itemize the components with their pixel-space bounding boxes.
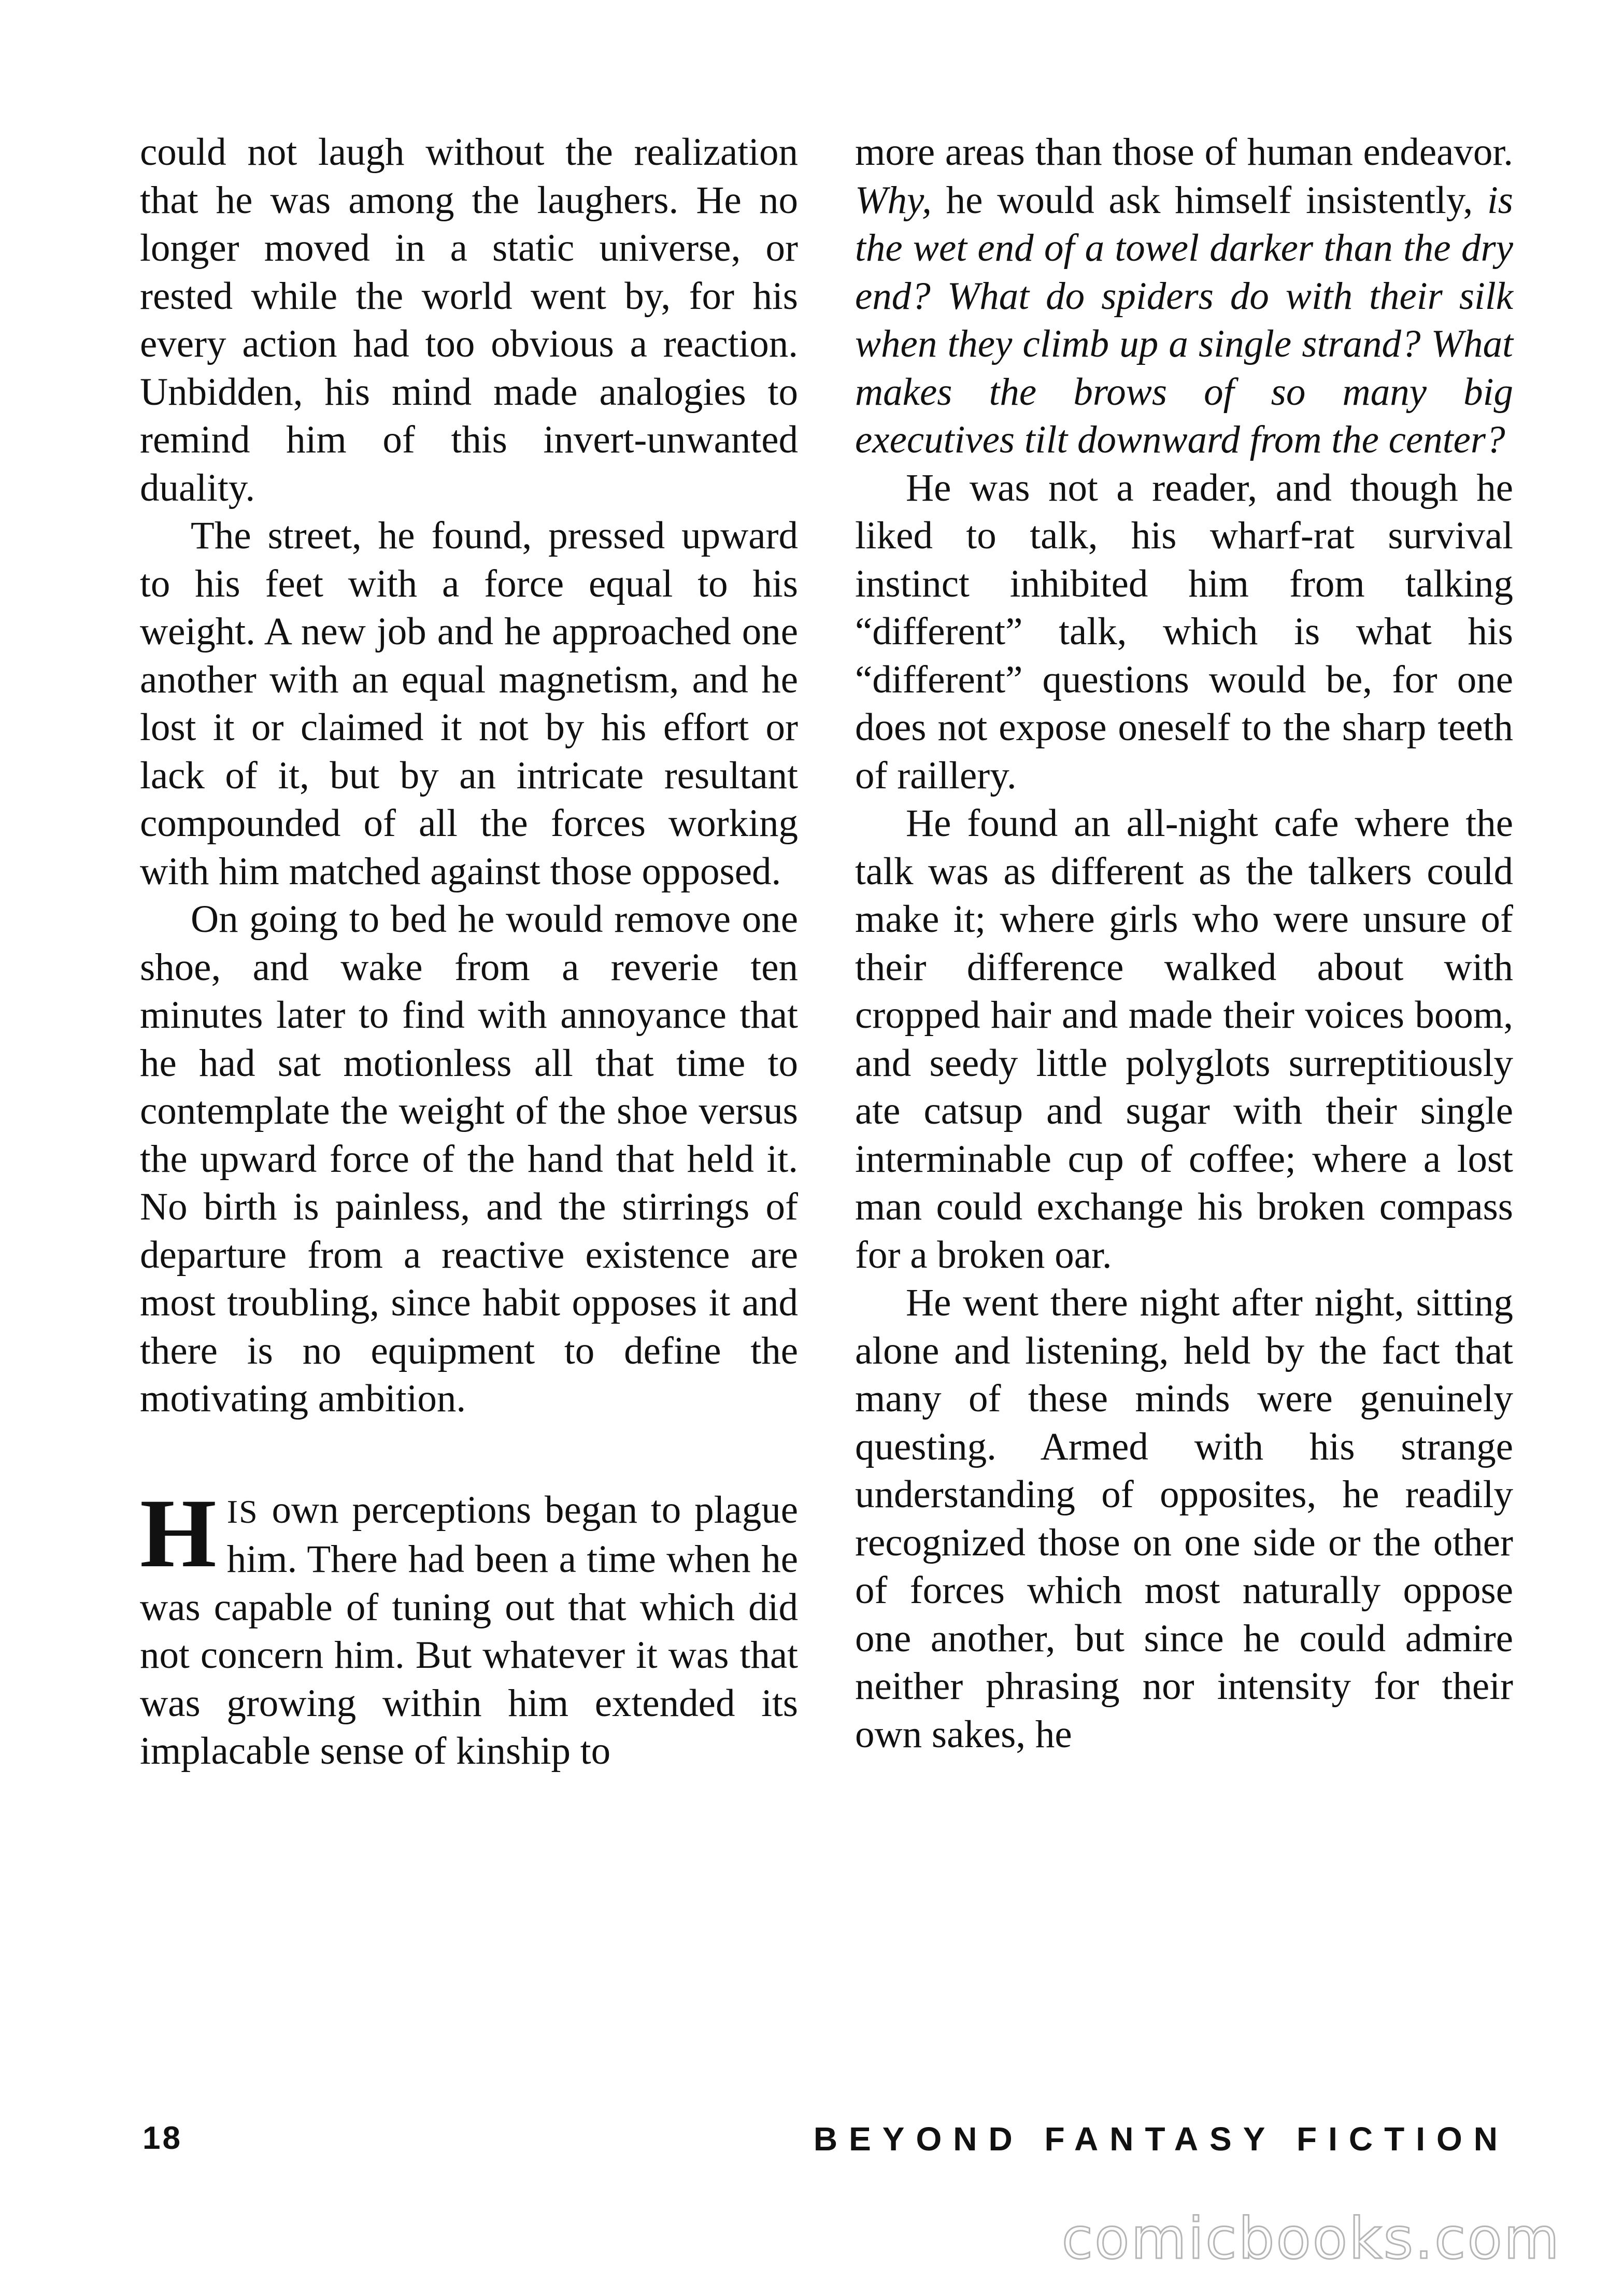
- right-text-column: [855, 129, 1513, 1759]
- italic-run: Why,: [855, 178, 932, 222]
- paragraph: [855, 129, 1513, 464]
- left-text-column: [140, 129, 798, 1776]
- section-paragraph: [140, 1479, 798, 1776]
- paragraph: could not laugh without the realization that he was among the laughers. He no longer moved in a static universe, or rested while the world went by, for his every action had too obvious a reaction. Unbidden, his mind made analogies to remind him of this invert-unwanted duality.: [140, 131, 798, 509]
- paragraph: He went there night after night, sitting alone and listening, held by the fact that many of these minds were genuinely questing. Armed with his strange understanding of opposites, he readily recognized those on one side or the other of forces which most naturally oppose one another, but since he could admire neither phrasing nor intensity for their own sakes, he: [855, 1281, 1513, 1756]
- paragraph: He was not a reader, and though he liked to talk, his wharf-rat survival instinct inhibited him from talking “different” talk, which is what his “different” questions would be, for one does not expose oneself to the sharp teeth of raillery.: [855, 466, 1513, 797]
- small-caps-lead: IS: [226, 1493, 259, 1530]
- paragraph: The street, he found, pressed upward to his feet with a force equal to his weight. A new job and he approached one another with an equal magnetism, and he lost it or claimed it not by his effort or lack of it, but by an intricate resultant compounded of all the forces working with him matched against those opposed.: [140, 514, 798, 893]
- text-run: he would ask himself insistently,: [931, 178, 1487, 222]
- paragraph: He found an all-night cafe where the talk was as different as the talkers could make it; where girls who were unsure of their difference walked about with cropped hair and made their voices boom, and seedy little polyglots surreptitiously ate catsup and sugar with their single interminable cup of coffee; where a lost man could exchange his broken compass for a broken oar.: [855, 802, 1513, 1277]
- running-footer-title: BEYOND FANTASY FICTION: [813, 2120, 1509, 2158]
- page-number: 18: [143, 2120, 182, 2156]
- paragraph: On going to bed he would remove one shoe, and wake from a reverie ten minutes later to find with annoyance that he had sat motionless all that time to contemplate the weight of the shoe versus the upward force of the hand that held it. No birth is painless, and the stirrings of departure from a reactive existence are most troubling, since habit opposes it and there is no equipment to define the motivating ambition.: [140, 898, 798, 1420]
- watermark-logo: comicbooks.com: [1061, 2205, 1561, 2272]
- text-run: more areas than those of human endeavor.: [855, 131, 1513, 174]
- italic-run: is the wet end of a towel darker than the dry end? What do spiders do with their silk when they climb up a single strand? What makes the brows of so many big executives tilt downward from the center?: [855, 178, 1513, 461]
- drop-cap: H: [140, 1479, 217, 1588]
- paragraph-text: own perceptions began to plague him. There had been a time when he was capable of tuning out that which did not concern him. But whatever it was that was growing within him extended its implacable sense of kinship to: [140, 1488, 798, 1773]
